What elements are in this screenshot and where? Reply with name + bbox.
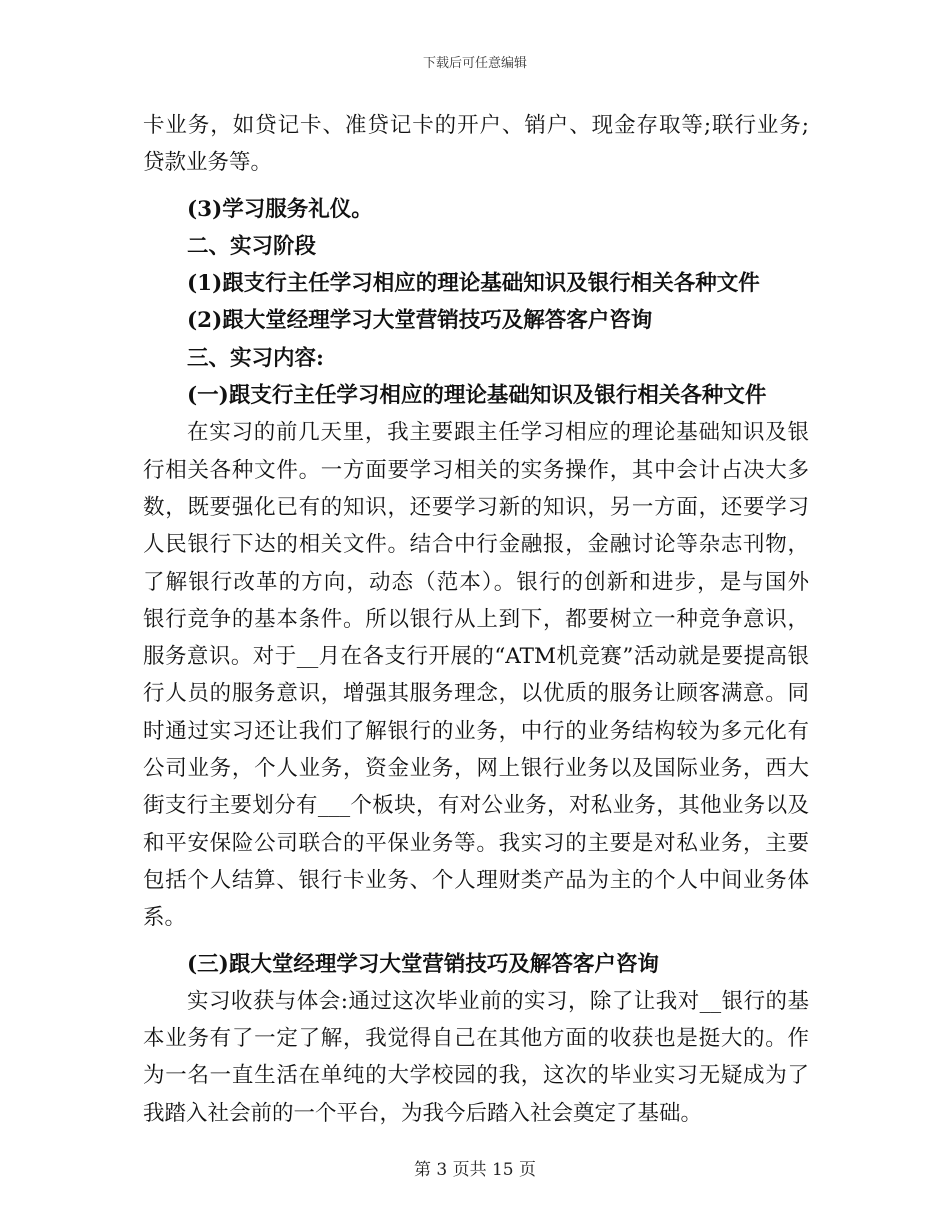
body-line: 服务意识。对于__月在各支行开展的“ATM机竞赛”活动就是要提高银 — [143, 644, 809, 670]
document-body — [143, 107, 809, 1132]
subsection-heading: (一)跟支行主任学习相应的理论基础知识及银行相关各种文件 — [187, 383, 767, 409]
body-line: 了解银行改革的方向，动态（范本）。银行的创新和进步，是与国外 — [143, 569, 809, 595]
body-line: 卡业务，如贷记卡、准贷记卡的开户、销户、现金存取等;联行业务; — [143, 113, 809, 138]
body-line: 包括个人结算、银行卡业务、个人理财类产品为主的个人中间业务体 — [143, 867, 809, 893]
body-line: 在实习的前几天里，我主要跟主任学习相应的理论基础知识及银 — [187, 420, 809, 446]
body-line: 人民银行下达的相关文件。结合中行金融报，金融讨论等杂志刊物， — [143, 532, 809, 558]
section-heading: 三、实习内容: — [187, 345, 324, 371]
list-item: (3)学习服务礼仪。 — [187, 196, 373, 222]
body-line: 公司业务，个人业务，资金业务，网上银行业务以及国际业务，西大 — [143, 756, 809, 782]
body-line: 我踏入社会前的一个平台，为我今后踏入社会奠定了基础。 — [143, 1100, 703, 1126]
section-heading: 二、实习阶段 — [187, 233, 317, 259]
list-item: (1)跟支行主任学习相应的理论基础知识及银行相关各种文件 — [187, 271, 760, 297]
page-header: 下载后可任意编辑 — [422, 56, 527, 71]
list-item: (2)跟大堂经理学习大堂营销技巧及解答客户咨询 — [187, 308, 653, 334]
body-line: 本业务有了一定了解，我觉得自己在其他方面的收获也是挺大的。作 — [143, 1026, 809, 1052]
body-line: 街支行主要划分有___个板块，有对公业务，对私业务，其他业务以及 — [143, 793, 809, 819]
body-line: 行相关各种文件。一方面要学习相关的实务操作，其中会计占决大多 — [143, 457, 809, 483]
body-line: 银行竞争的基本条件。所以银行从上到下，都要树立一种竞争意识， — [143, 606, 809, 632]
body-line: 行人员的服务意识，增强其服务理念，以优质的服务让顾客满意。同 — [143, 681, 809, 707]
body-line: 实习收获与体会:通过这次毕业前的实习，除了让我对__银行的基 — [187, 988, 809, 1014]
body-line: 贷款业务等。 — [143, 150, 273, 176]
page-footer: 第 3 页共 15 页 — [413, 1160, 537, 1180]
body-line: 系。 — [143, 905, 187, 931]
body-line: 数，既要强化已有的知识，还要学习新的知识，另一方面，还要学习 — [143, 494, 809, 520]
subsection-heading: (三)跟大堂经理学习大堂营销技巧及解答客户咨询 — [187, 951, 659, 977]
body-line: 时通过实习还让我们了解银行的业务，中行的业务结构较为多元化有 — [143, 718, 809, 744]
body-line: 和平安保险公司联合的平保业务等。我实习的主要是对私业务，主要 — [143, 830, 809, 856]
body-line: 为一名一直生活在单纯的大学校园的我，这次的毕业实习无疑成为了 — [143, 1063, 809, 1089]
